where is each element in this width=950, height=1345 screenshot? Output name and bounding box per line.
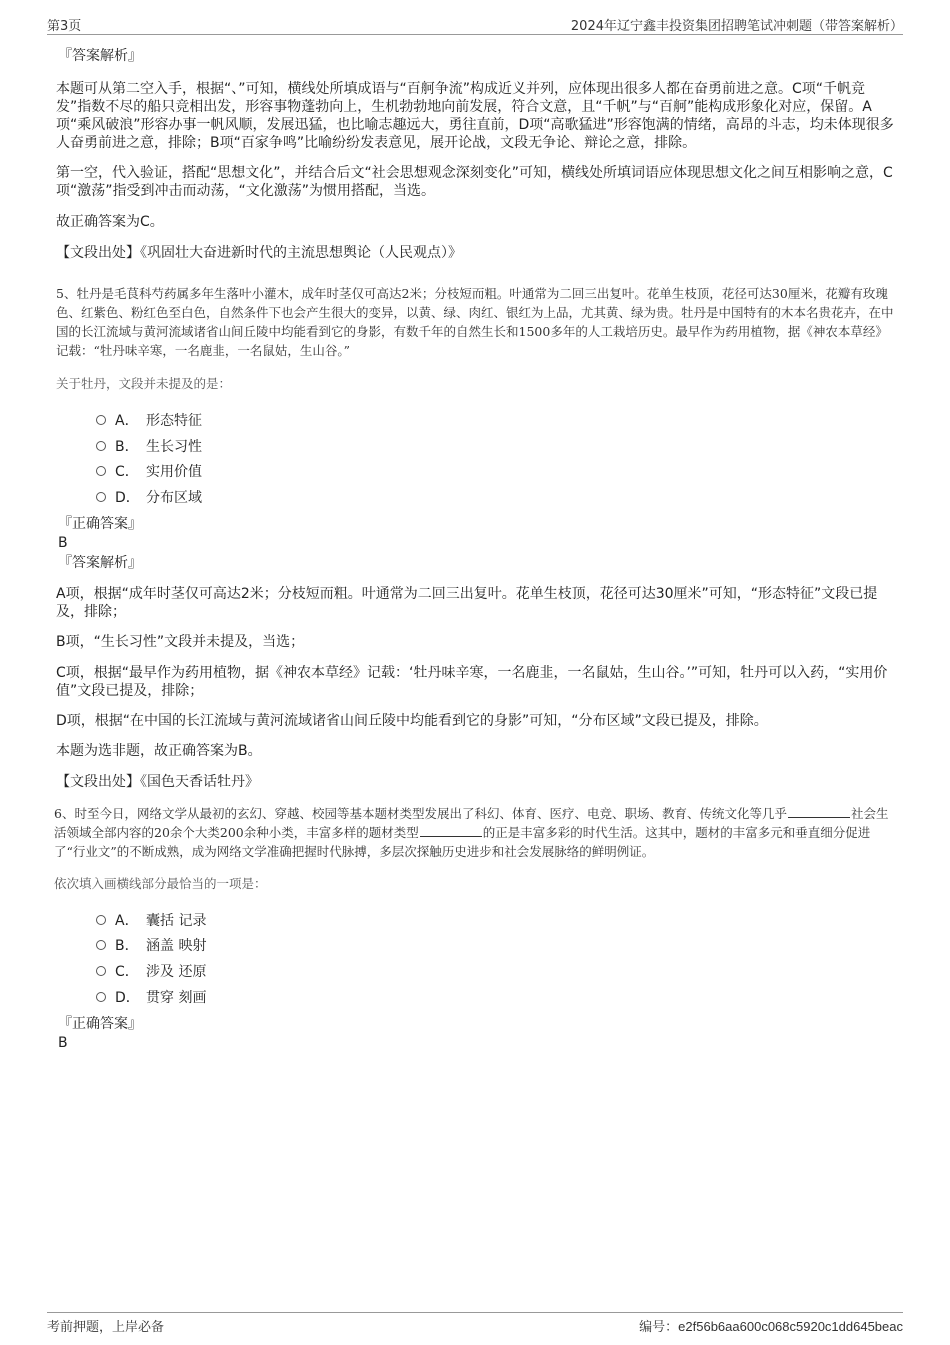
question-5-options [96,407,894,510]
analysis-heading: 『答案解析』 [58,554,142,571]
analysis-paragraph: 本题可从第二空入手，根据“、”可知，横线处所填成语与“百舸争流”构成近义并列，应体现出很多人都在奋勇前进之意。C项“千帆竞发”指数不尽的船只竞相出发，形容事物蓬勃向上，生机勃勃地向前发展，符合文意，且“千帆”与“百舸”能构成形象化对应，保留。A项“乘风破浪”形容办事一帆风顺，发展迅猛，也比喻志趣远大，勇往直前，D项“高歌猛进”形容饱满的情绪，高昂的斗志，均未体现很多人奋勇前进之意，排除；B项“百家争鸣”比喻纷纷发表意见，展开论战，文段无争论、辩论之意，排除。 [56,81,894,151]
page-footer [47,1312,903,1335]
question-6-prompt: 依次填入画横线部分最恰当的一项是： [54,875,267,891]
fill-blank [420,824,482,837]
question-6-options [96,907,894,1010]
option-c[interactable]: C． 涉及 还原 [96,958,894,984]
document-title: 2024年辽宁鑫丰投资集团招聘笔试冲刺题（带答案解析） [570,19,903,34]
analysis-paragraph: B项，“生长习性”文段并未提及，当选； [56,633,305,650]
option-d[interactable]: D． 贯穿 刻画 [96,984,894,1010]
question-5-stem: 5、牡丹是毛茛科芍药属多年生落叶小灌木，成年时茎仅可高达2米；分枝短而粗。叶通常为二回三出复叶。花单生枝顶，花径可达30厘米，花瓣有玫瑰色、红紫色、粉红色至白色，自然条件下也会产生很大的变异，以黄、绿、肉红、银红为上品，尤其黄、绿为贵。牡丹是中国特有的木本名贵花卉，在中国的长江流域与黄河流域诸省山间丘陵中均能看到它的身影，有数千年的自然生长和1500多年的人工栽培历史。最早作为药用植物，据《神农本草经》记载：“牡丹味辛寒，一名鹿韭，一名鼠姑，生山谷。” [56,286,894,358]
document-code: 编号：e2f56b6aa600c068c5920c1dd645beac [639,1319,903,1335]
page-number: 第3页 [47,19,82,34]
option-a[interactable]: A． 形态特征 [96,407,894,433]
correct-answer-heading: 『正确答案』 [58,515,142,532]
radio-icon[interactable] [96,441,106,451]
analysis-paragraph: A项，根据“成年时茎仅可高达2米；分枝短而粗。叶通常为二回三出复叶。花单生枝顶，花径可达30厘米”可知，“形态特征”文段已提及，排除； [56,585,878,620]
option-b[interactable]: B． 生长习性 [96,433,894,459]
radio-icon[interactable] [96,415,106,425]
radio-icon[interactable] [96,492,106,502]
analysis-paragraph: D项，根据“在中国的长江流域与黄河流域诸省山间丘陵中均能看到它的身影”可知，“分布区域”文段已提及，排除。 [56,712,768,729]
analysis-heading: 『答案解析』 [58,48,142,64]
radio-icon[interactable] [96,940,106,950]
correct-answer: B [58,534,68,551]
page-header [47,12,903,35]
option-a[interactable]: A． 囊括 记录 [96,907,894,933]
radio-icon[interactable] [96,966,106,976]
source-citation: 【文段出处】《巩固壮大奋进新时代的主流思想舆论（人民观点）》 [56,245,462,261]
question-5-prompt: 关于牡丹，文段并未提及的是： [56,376,232,391]
option-d[interactable]: D． 分布区域 [96,484,894,510]
analysis-paragraph: 本题为选非题，故正确答案为B。 [56,742,262,759]
option-b[interactable]: B． 涵盖 映射 [96,932,894,958]
fill-blank [788,805,850,818]
radio-icon[interactable] [96,992,106,1002]
footer-slogan: 考前押题，上岸必备 [47,1320,165,1335]
radio-icon[interactable] [96,915,106,925]
analysis-paragraph: 故正确答案为C。 [56,214,164,230]
question-6-stem: 6、时至今日，网络文学从最初的玄幻、穿越、校园等基本题材类型发展出了科幻、体育、医疗、电竞、职场、教育、传统文化等几乎 社会生活领域全部内容的20余个大类200余种小类，丰富多样的题材类型 的正是丰富多彩的时代生活。这其中，题材的丰富多元和垂直细分促进了“行业文”的不断成熟，成为网络文学准确把握时代脉搏，多层次探触历史进步和社会发展脉络的鲜明例证。 [54,805,889,859]
option-c[interactable]: C． 实用价值 [96,458,894,484]
correct-answer: B [58,1034,68,1051]
page-content [56,46,894,1052]
radio-icon[interactable] [96,466,106,476]
correct-answer-heading: 『正确答案』 [58,1015,142,1032]
analysis-paragraph: C项，根据“最早作为药用植物，据《神农本草经》记载：‘牡丹味辛寒，一名鹿韭，一名鼠姑，生山谷。’”可知，牡丹可以入药，“实用价值”文段已提及，排除； [56,664,888,699]
source-citation: 【文段出处】《国色天香话牡丹》 [56,773,259,790]
analysis-paragraph: 第一空，代入验证，搭配“思想文化”，并结合后文“社会思想观念深刻变化”可知，横线处所填词语应体现思想文化之间互相影响之意，C项“激荡”指受到冲击而动荡，“文化激荡”为惯用搭配，当选。 [56,165,893,199]
